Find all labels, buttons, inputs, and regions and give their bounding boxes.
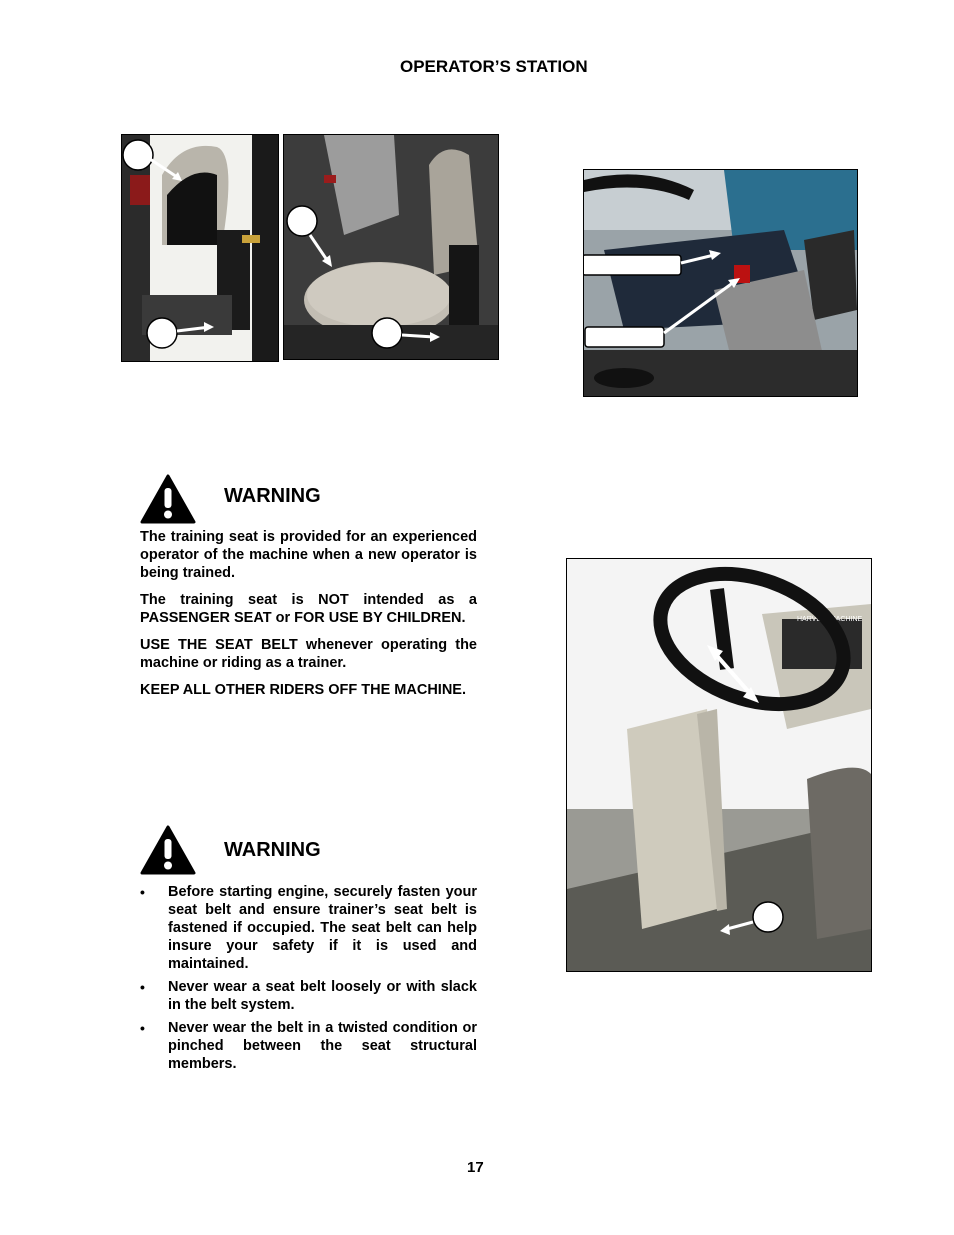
list-item: • Before starting engine, securely fasten your seat belt and ensure trainer’s seat belt is fastened if occupied. The seat belt can help insure your safety if it is used and maintained. <box>140 883 477 973</box>
page-number: 17 <box>467 1159 484 1176</box>
training-seat-open-photo <box>283 134 499 360</box>
console-brand-text: HARVESTMACHINE <box>797 616 863 623</box>
warning-triangle-icon <box>140 825 196 875</box>
warning-paragraph: KEEP ALL OTHER RIDERS OFF THE MACHINE. <box>140 682 467 698</box>
list-item: • Never wear the belt in a twisted condition or pinched between the seat structural members. <box>140 1019 477 1073</box>
warning-paragraph: The training seat is NOT intended as a PASSENGER SEAT or FOR USE BY CHILDREN. <box>140 592 477 626</box>
warning-title: WARNING <box>224 839 321 861</box>
steering-column-photo <box>566 558 872 972</box>
warning-paragraph: The training seat is provided for an experienced operator of the machine when a new operator is being trained. <box>140 529 477 581</box>
training-seat-folded-photo <box>121 134 279 362</box>
warning-paragraph: USE THE SEAT BELT whenever operating the machine or riding as a trainer. <box>140 637 477 671</box>
list-item: • Never wear a seat belt loosely or with slack in the belt system. <box>140 978 477 1014</box>
warning-title: WARNING <box>224 485 321 507</box>
seat-belt-photo <box>583 169 858 397</box>
section-title: OPERATOR’S STATION <box>400 57 588 76</box>
warning-triangle-icon <box>140 474 196 524</box>
warning-body <box>140 528 477 699</box>
warning-bullets <box>140 883 477 1078</box>
